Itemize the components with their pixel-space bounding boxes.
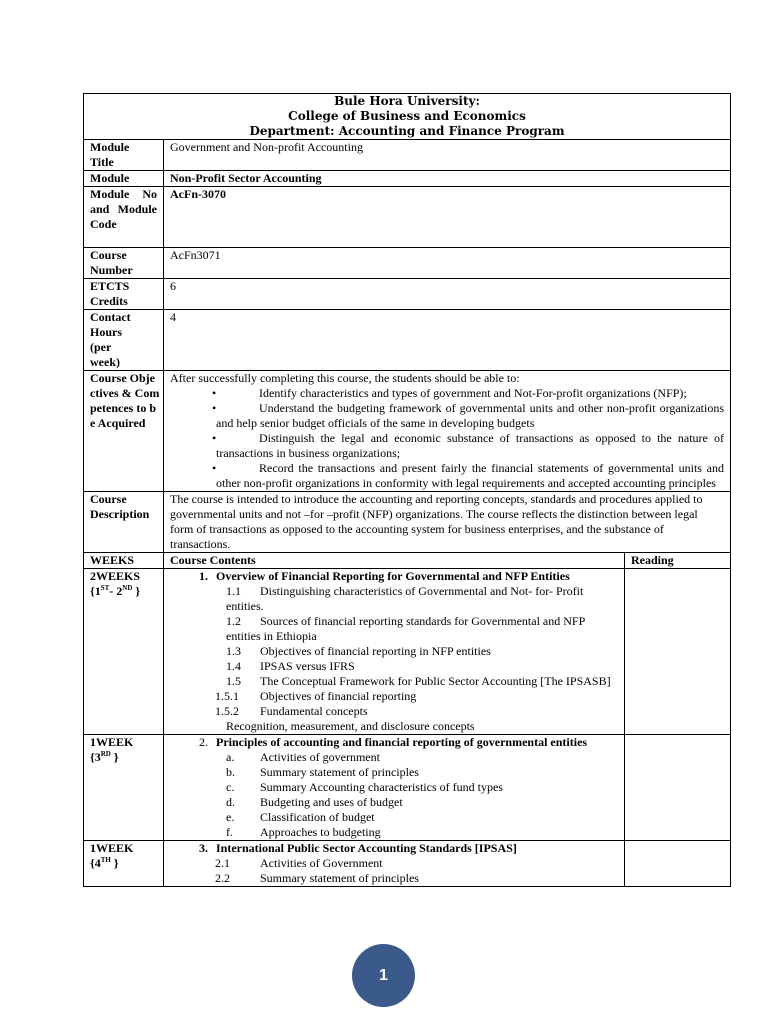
objectives-label: Course Objectives & Competences to be Acquired <box>84 371 164 492</box>
module-title-value: Government and Non-profit Accounting <box>164 140 731 171</box>
course-number-label: Course Number <box>84 248 164 279</box>
reading-header: Reading <box>625 553 731 569</box>
list-item: 1.3 Objectives of financial reporting in NFP entities <box>226 644 491 658</box>
list-item: b. Summary statement of principles <box>226 765 419 779</box>
department-name: Department: Accounting and Finance Program <box>249 124 565 138</box>
reading-cell <box>625 569 731 735</box>
list-item: Recognition, measurement, and disclosure concepts <box>226 719 475 733</box>
table-row <box>84 841 731 887</box>
objective-bullet: • Record the transactions and present fairly the financial statements of governmental units and other non-profit organizations in conformity with legal requirements and accepted accounting principles <box>212 461 724 490</box>
weeks-header: WEEKS <box>84 553 164 569</box>
week-cell: 2WEEKS {1ST- 2ND } <box>84 569 164 735</box>
table-row <box>84 187 731 248</box>
section-title: 2. Principles of accounting and financial reporting of governmental entities <box>199 735 588 749</box>
list-item: 2.1 Activities of Government <box>215 856 383 870</box>
week-cell: 1WEEK {3RD } <box>84 735 164 841</box>
section-title: 1. Overview of Financial Reporting for Governmental and NFP Entities <box>199 569 570 583</box>
list-item: 2.2 Summary statement of principles <box>215 871 419 885</box>
objective-bullet: • Understand the budgeting framework of governmental units and other non-profit organizations and help senior budget officials of the same in developing budgets <box>212 401 724 430</box>
table-row <box>84 248 731 279</box>
etcts-value: 6 <box>164 279 731 310</box>
list-item: c. Summary Accounting characteristics of fund types <box>226 780 503 794</box>
list-item: 1.5.2 Fundamental concepts <box>215 704 368 718</box>
module-label: Module <box>84 171 164 187</box>
module-title-label: Module Title <box>84 140 164 171</box>
list-item: e. Classification of budget <box>226 810 375 824</box>
contents-cell <box>164 841 625 887</box>
list-item: 1.2 Sources of financial reporting standards for Governmental and NFP entities in Ethiopia <box>226 614 585 643</box>
table-row <box>84 569 731 735</box>
page-number-badge <box>352 944 415 1007</box>
contents-cell <box>164 569 625 735</box>
table-row <box>84 371 731 492</box>
objectives-value <box>164 371 731 492</box>
document-header <box>84 94 731 140</box>
table-row <box>84 171 731 187</box>
etcts-label: ETCTS Credits <box>84 279 164 310</box>
contact-hours-value: 4 <box>164 310 731 371</box>
description-label: Course Description <box>84 492 164 553</box>
module-code-label: Module No and Module Code <box>84 187 164 248</box>
contact-hours-label: Contact Hours (per week) <box>84 310 164 371</box>
week-cell: 1WEEK {4TH } <box>84 841 164 887</box>
page-number: 1 <box>379 966 388 984</box>
table-row <box>84 140 731 171</box>
list-item: d. Budgeting and uses of budget <box>226 795 403 809</box>
course-outline-table <box>83 93 731 887</box>
list-item: 1.5.1 Objectives of financial reporting <box>215 689 417 703</box>
table-row <box>84 310 731 371</box>
module-code-value: AcFn-3070 <box>164 187 731 248</box>
contents-cell <box>164 735 625 841</box>
contents-header: Course Contents <box>164 553 625 569</box>
list-item: 1.5 The Conceptual Framework for Public Sector Accounting [The IPSASB] <box>226 674 611 688</box>
list-item: 1.4 IPSAS versus IFRS <box>226 659 355 673</box>
schedule-header-row <box>84 553 731 569</box>
objective-bullet: • Distinguish the legal and economic substance of transactions as opposed to the nature of transactions in business organizations; <box>212 431 724 460</box>
table-row <box>84 492 731 553</box>
reading-cell <box>625 735 731 841</box>
objective-bullet: • Identify characteristics and types of government and Not-For-profit organizations (NFP); <box>212 386 687 400</box>
section-title: 3. International Public Sector Accounting Standards [IPSAS] <box>199 841 517 855</box>
list-item: f. Approaches to budgeting <box>226 825 381 839</box>
college-name: College of Business and Economics <box>288 109 526 123</box>
description-value: The course is intended to introduce the accounting and reporting concepts, standards and procedures applied to governmental units and not –for –profit (NFP) organizations. The course reflects the distinction between legal form of transactions as opposed to the accounting system for business enterprises, and the substance of transactions. <box>164 492 731 553</box>
objectives-intro: After successfully completing this course, the students should be able to: <box>170 371 520 385</box>
university-name: Bule Hora University: <box>334 94 480 108</box>
course-number-value: AcFn3071 <box>164 248 731 279</box>
list-item: a. Activities of government <box>226 750 380 764</box>
table-row <box>84 279 731 310</box>
list-item: 1.1 Distinguishing characteristics of Governmental and Not- for- Profit entities. <box>226 584 584 613</box>
table-row <box>84 735 731 841</box>
reading-cell <box>625 841 731 887</box>
module-value: Non-Profit Sector Accounting <box>164 171 731 187</box>
